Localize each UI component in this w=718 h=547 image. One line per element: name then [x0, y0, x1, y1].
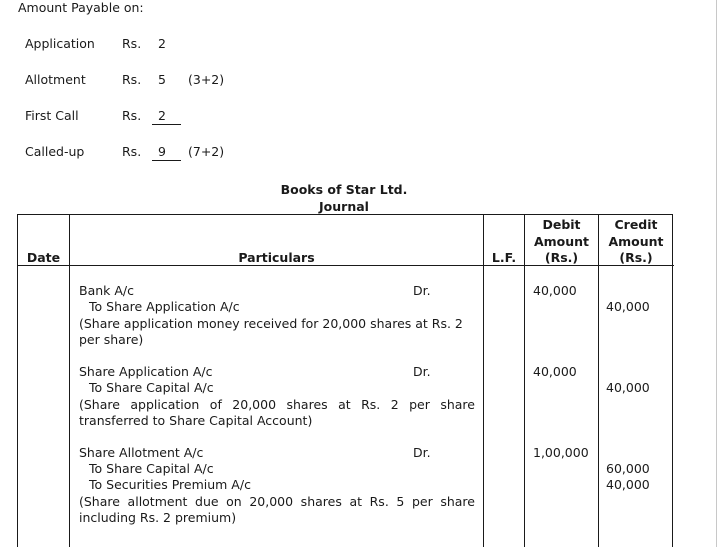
header-credit-line2: Amount	[608, 234, 664, 249]
narration-line1: (Share allotment due on 20,000 shares at Rs. 5 per share	[79, 494, 475, 509]
row-value: 5	[158, 72, 166, 87]
narration-line2: transferred to Share Capital Account)	[79, 413, 313, 428]
row-label: Allotment	[25, 72, 86, 87]
dr-label: Dr.	[413, 364, 431, 379]
debit-account: Bank A/c	[79, 283, 135, 298]
amount-payable-heading: Amount Payable on:	[18, 0, 144, 15]
header-credit-line3: (Rs.)	[619, 250, 653, 265]
header-date: Date	[26, 250, 61, 265]
journal-title: Journal	[319, 199, 369, 214]
page-right-border	[716, 0, 717, 547]
credit-account: To Share Capital A/c	[89, 461, 214, 476]
credit-amount: 40,000	[606, 477, 650, 492]
header-debit-line1: Debit	[542, 217, 581, 232]
row-label: First Call	[25, 108, 79, 123]
row-label: Application	[25, 36, 95, 51]
credit-amount: 60,000	[606, 461, 650, 476]
narration-line2: including Rs. 2 premium)	[79, 510, 237, 525]
credit-amount: 40,000	[606, 299, 650, 314]
narration-line1: (Share application of 20,000 shares at Rs. 2 per share	[79, 397, 475, 412]
debit-amount: 1,00,000	[533, 445, 589, 460]
credit-account: To Securities Premium A/c	[89, 477, 251, 492]
dr-label: Dr.	[413, 283, 431, 298]
row-currency: Rs.	[122, 72, 142, 87]
journal-company-title: Books of Star Ltd.	[280, 182, 408, 197]
row-label: Called-up	[25, 144, 85, 159]
debit-amount: 40,000	[533, 364, 577, 379]
row-value-underlined: 9	[152, 144, 181, 161]
header-lf: L.F.	[491, 250, 517, 265]
narration-line1: (Share application money received for 20,000 shares at Rs. 2	[79, 316, 463, 331]
header-debit-line2: Amount	[533, 234, 590, 249]
header-debit-line3: (Rs.)	[544, 250, 579, 265]
row-currency: Rs.	[122, 108, 142, 123]
row-value: 2	[158, 36, 166, 51]
debit-account: Share Application A/c	[79, 364, 213, 379]
row-value-underlined: 2	[152, 108, 181, 125]
credit-account: To Share Capital A/c	[89, 380, 214, 395]
row-currency: Rs.	[122, 144, 142, 159]
narration-line2: per share)	[79, 332, 144, 347]
row-note: (7+2)	[188, 144, 225, 159]
debit-account: Share Allotment A/c	[79, 445, 204, 460]
debit-amount: 40,000	[533, 283, 577, 298]
dr-label: Dr.	[413, 445, 431, 460]
row-note: (3+2)	[188, 72, 225, 87]
header-credit-line1: Credit	[614, 217, 658, 232]
credit-amount: 40,000	[606, 380, 650, 395]
header-particulars: Particulars	[238, 250, 315, 265]
row-currency: Rs.	[122, 36, 142, 51]
credit-account: To Share Application A/c	[89, 299, 240, 314]
